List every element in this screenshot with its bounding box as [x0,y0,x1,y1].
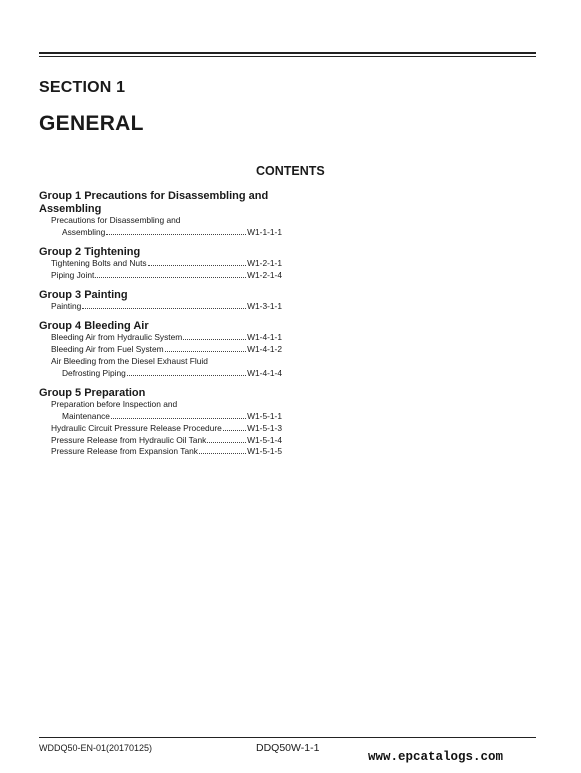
toc-entry-label: Defrosting Piping [62,367,126,378]
toc-entry[interactable] [39,423,282,435]
toc-entry-label: Maintenance [62,410,110,421]
toc-group [39,289,282,313]
toc-entry[interactable] [39,270,282,282]
toc-entry[interactable] [39,435,282,447]
toc-entry-row [39,332,282,344]
toc-entry-label: Bleeding Air from Fuel System [51,344,164,355]
dot-leader [111,418,246,419]
toc-entry[interactable] [39,258,282,270]
toc-entry-title-line: Air Bleeding from the Diesel Exhaust Fluid [51,356,208,367]
toc-entry-page: W1-4-1-4 [247,367,282,378]
table-of-contents [39,190,282,465]
footer-rule [39,737,536,738]
dot-leader [199,453,246,454]
toc-entry-row [39,258,282,270]
toc-entry-page: W1-5-1-5 [247,446,282,457]
toc-group-title: Group 1 Precautions for Disassembling and Assembling [39,190,269,215]
toc-group [39,320,282,380]
toc-entry[interactable] [39,215,282,239]
toc-group-title: Group 3 Painting [39,288,128,301]
document-code: WDDQ50-EN-01(20170125) [39,743,153,753]
contents-heading: CONTENTS [256,164,325,178]
toc-entry-page: W1-5-1-3 [247,422,282,433]
toc-entry-label: Pressure Release from Hydraulic Oil Tank [51,434,207,445]
toc-group [39,246,282,282]
toc-entry-label: Pressure Release from Expansion Tank [51,446,198,457]
toc-group-title: Group 4 Bleeding Air [39,319,149,332]
toc-entry-row [39,270,282,282]
toc-entry[interactable] [39,332,282,344]
toc-group [39,387,282,458]
section-label: SECTION 1 [39,79,126,96]
toc-entry-label: Bleeding Air from Hydraulic System [51,332,183,343]
toc-entry-row [39,301,282,313]
dot-leader [148,265,247,266]
dot-leader [82,308,246,309]
toc-entry-page: W1-5-1-1 [247,410,282,421]
toc-entry-row [39,227,282,239]
toc-entry-label: Tightening Bolts and Nuts [51,258,147,269]
watermark-text: www.epcatalogs.com [368,750,504,764]
toc-entry-title-line: Precautions for Disassembling and [51,215,181,225]
toc-entry-label: Hydraulic Circuit Pressure Release Procedure [51,422,222,433]
dot-leader [165,351,246,352]
toc-entry-page: W1-3-1-1 [247,301,282,312]
toc-entry-row [39,411,282,423]
toc-entry-label: Piping Joint [51,269,95,280]
dot-leader [95,277,246,278]
toc-entry-page: W1-2-1-4 [247,269,282,280]
toc-entry[interactable] [39,344,282,356]
toc-entry-row [39,344,282,356]
dot-leader [106,234,246,235]
toc-entry-title-line: Preparation before Inspection and [51,399,178,410]
toc-entry-page: W1-5-1-4 [247,434,282,445]
toc-entry-page: W1-4-1-1 [247,332,282,343]
header-rule-thin [39,56,536,57]
toc-entry-label: Painting [51,301,82,312]
toc-entry-page: W1-4-1-2 [247,344,282,355]
toc-entry[interactable] [39,446,282,458]
dot-leader [207,442,246,443]
dot-leader [223,430,246,431]
toc-entry-row [39,368,282,380]
toc-entry-row [39,423,282,435]
toc-entry-label: Assembling [62,226,106,237]
toc-entry[interactable] [39,399,282,423]
toc-entry-row [39,435,282,447]
toc-entry-row [39,446,282,458]
section-title: GENERAL [39,112,144,135]
toc-entry-page: W1-1-1-1 [247,226,282,237]
toc-group [39,190,282,239]
header-rule [39,52,536,54]
toc-entry[interactable] [39,301,282,313]
page-code: DDQ50W-1-1 [256,742,320,754]
toc-group-title: Group 5 Preparation [39,386,146,399]
toc-entry[interactable] [39,356,282,380]
dot-leader [183,339,246,340]
dot-leader [127,375,246,376]
toc-group-title: Group 2 Tightening [39,245,141,258]
toc-entry-page: W1-2-1-1 [247,258,282,269]
